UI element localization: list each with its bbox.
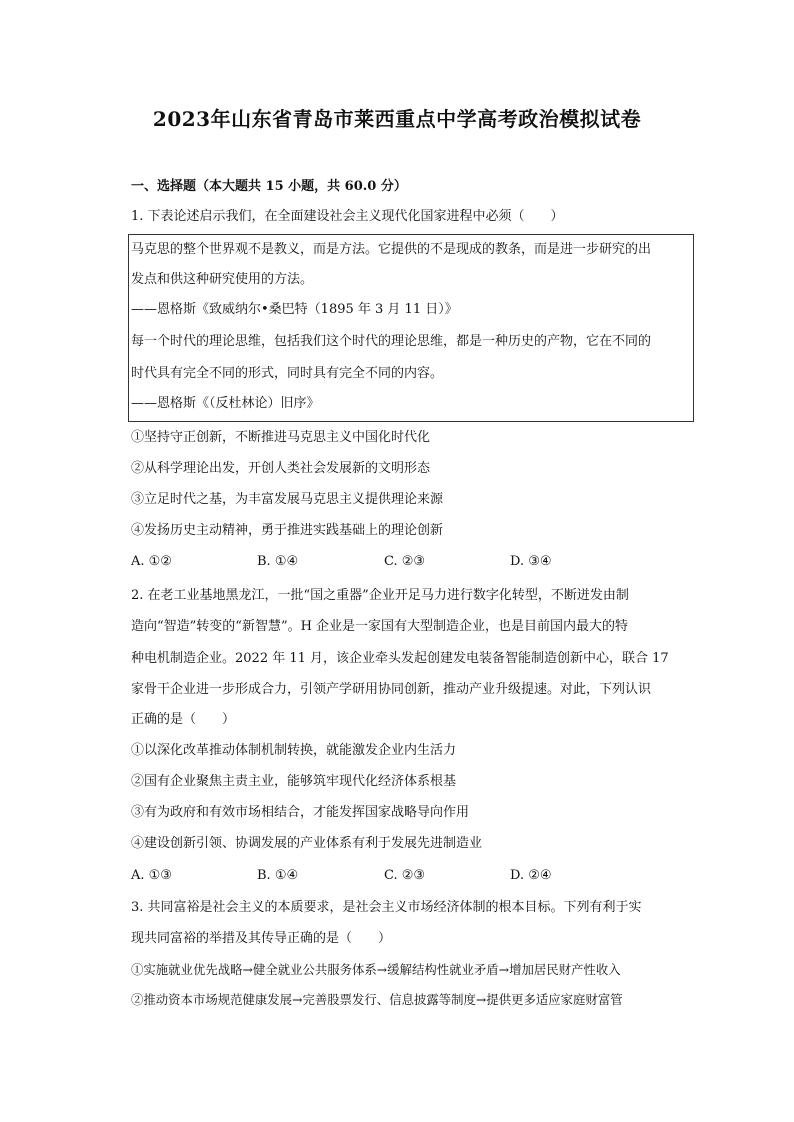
q1-box-source: ——恩格斯《致威纳尔•桑巴特（1895 年 3 月 11 日）》: [131, 302, 458, 317]
q1-option-3: ③立足时代之基，为丰富发展马克思主义提供理论来源: [131, 492, 444, 507]
q2-stem-line: 2. 在老工业基地黑龙江，一批“国之重器”企业开足马力进行数字化转型，不断迸发由制: [131, 588, 629, 603]
q2-option-2: ②国有企业聚焦主责主业，能够筑牢现代化经济体系根基: [131, 774, 457, 789]
q3-stem-line: 现共同富裕的举措及其传导正确的是（ ）: [131, 931, 392, 946]
q1-choice-d[interactable]: D. ③④: [510, 554, 552, 569]
q1-stem: 1. 下表论述启示我们，在全面建设社会主义现代化国家进程中必须（ ）: [131, 209, 564, 224]
q2-stem-line: 造向“智造”转变的“新智慧”。H 企业是一家国有大型制造企业，也是目前国内最大的特: [131, 619, 629, 634]
q1-box-line: 发点和供这种研究使用的方法。: [131, 272, 314, 287]
q2-choice-a[interactable]: A. ①③: [131, 868, 172, 883]
q1-option-4: ④发扬历史主动精神，勇于推进实践基础上的理论创新: [131, 523, 444, 538]
q2-stem-line: 种电机制造企业。2022 年 11 月，该企业牵头发起创建发电装备智能制造创新中心，联合 17: [131, 651, 669, 666]
q1-box-line: 时代具有完全不同的形式，同时具有完全不同的内容。: [131, 366, 444, 381]
q2-choice-d[interactable]: D. ②④: [510, 868, 552, 883]
q2-stem-line: 正确的是（ ）: [131, 712, 236, 727]
q1-choice-b[interactable]: B. ①④: [257, 554, 299, 569]
q2-option-4: ④建设创新引领、协调发展的产业体系有利于发展先进制造业: [131, 836, 483, 851]
q1-option-2: ②从科学理论出发，开创人类社会发展新的文明形态: [131, 461, 431, 476]
q2-choice-b[interactable]: B. ①④: [257, 868, 299, 883]
q2-stem-line: 家骨干企业进一步形成合力，引领产学研用协同创新，推动产业升级提速。对此，下列认识: [131, 682, 652, 697]
q2-option-3: ③有为政府和有效市场相结合，才能发挥国家战略导向作用: [131, 805, 470, 820]
q1-quote-box: [128, 234, 694, 422]
q1-box-line: 每一个时代的理论思维，包括我们这个时代的理论思维，都是一种历史的产物，它在不同的: [131, 334, 652, 349]
q1-option-1: ①坚持守正创新，不断推进马克思主义中国化时代化: [131, 430, 431, 445]
q3-option-1: ①实施就业优先战略→健全就业公共服务体系→缓解结构性就业矛盾→增加居民财产性收入: [131, 962, 621, 977]
q2-choice-c[interactable]: C. ②③: [384, 868, 426, 883]
q3-stem-line: 3. 共同富裕是社会主义的本质要求，是社会主义市场经济体制的根本目标。下列有利于实: [131, 900, 642, 915]
page-title: 2023年山东省青岛市莱西重点中学高考政治模拟试卷: [152, 107, 642, 131]
q2-option-1: ①以深化改革推动体制机制转换，就能激发企业内生活力: [131, 743, 457, 758]
q1-box-line: 马克思的整个世界观不是教义，而是方法。它提供的不是现成的教条，而是进一步研究的出: [131, 242, 652, 257]
section-heading: 一、选择题（本大题共 15 小题，共 60.0 分）: [131, 179, 407, 194]
q1-box-source: ——恩格斯《（反杜林论）旧序》: [131, 396, 320, 411]
q3-option-2: ②推动资本市场规范健康发展→完善股票发行、信息披露等制度→提供更多适应家庭财富管: [131, 992, 623, 1007]
q1-choice-c[interactable]: C. ②③: [384, 554, 426, 569]
q1-choice-a[interactable]: A. ①②: [131, 554, 172, 569]
